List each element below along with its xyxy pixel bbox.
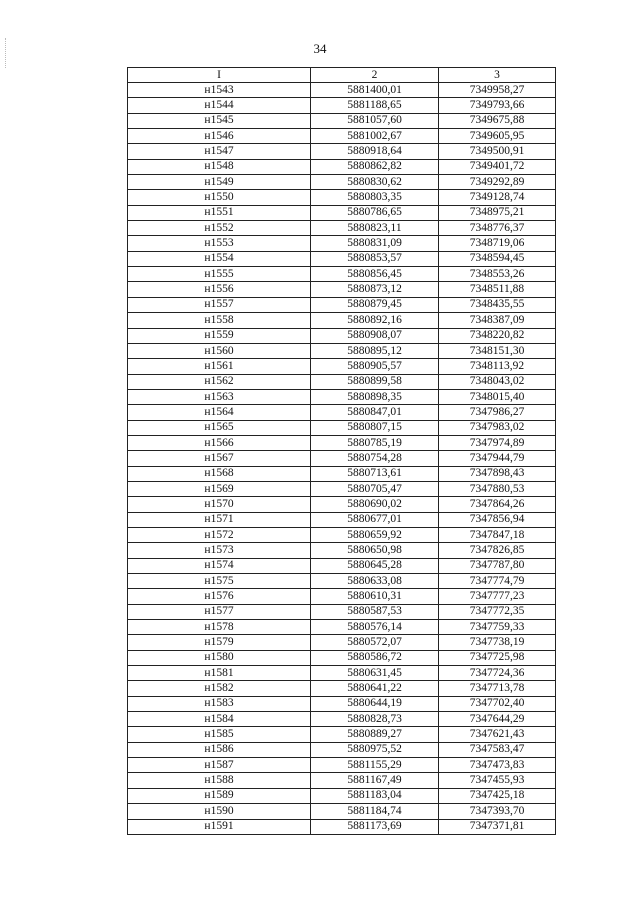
coordinate-x-cell: 5881167,49: [311, 773, 439, 788]
point-id-cell: н1543: [128, 83, 311, 98]
coordinate-y-cell: 7347983,02: [439, 420, 556, 435]
point-id-cell: н1559: [128, 328, 311, 343]
table-row: [128, 113, 556, 128]
point-id-cell: н1560: [128, 343, 311, 358]
coordinate-x-cell: 5881002,67: [311, 129, 439, 144]
coordinate-x-cell: 5881400,01: [311, 83, 439, 98]
table-row: [128, 451, 556, 466]
coordinate-y-cell: 7347583,47: [439, 742, 556, 757]
point-id-cell: н1573: [128, 543, 311, 558]
coordinate-x-cell: 5880690,02: [311, 497, 439, 512]
coordinate-x-cell: 5881057,60: [311, 113, 439, 128]
point-id-cell: н1583: [128, 696, 311, 711]
coordinate-x-cell: 5880873,12: [311, 282, 439, 297]
table-row: [128, 589, 556, 604]
coordinate-x-cell: 5880879,45: [311, 297, 439, 312]
coordinates-table: [127, 67, 556, 835]
coordinate-y-cell: 7347774,79: [439, 574, 556, 589]
table-row: [128, 773, 556, 788]
point-id-cell: н1572: [128, 527, 311, 542]
table-header: [128, 68, 556, 83]
table-row: [128, 205, 556, 220]
point-id-cell: н1550: [128, 190, 311, 205]
coordinate-y-cell: 7348975,21: [439, 205, 556, 220]
table-row: [128, 251, 556, 266]
coordinate-y-cell: 7347713,78: [439, 681, 556, 696]
coordinate-x-cell: 5880847,01: [311, 405, 439, 420]
coordinate-x-cell: 5880587,53: [311, 604, 439, 619]
table-row: [128, 497, 556, 512]
coordinate-x-cell: 5880705,47: [311, 481, 439, 496]
point-id-cell: н1586: [128, 742, 311, 757]
coordinate-y-cell: 7347898,43: [439, 466, 556, 481]
point-id-cell: н1549: [128, 175, 311, 190]
point-id-cell: н1555: [128, 267, 311, 282]
point-id-cell: н1556: [128, 282, 311, 297]
coordinate-y-cell: 7347621,43: [439, 727, 556, 742]
table-row: [128, 666, 556, 681]
point-id-cell: н1562: [128, 374, 311, 389]
coordinate-y-cell: 7347974,89: [439, 435, 556, 450]
table-row: [128, 374, 556, 389]
coordinate-y-cell: 7347847,18: [439, 527, 556, 542]
coordinate-y-cell: 7348151,30: [439, 343, 556, 358]
coordinate-x-cell: 5880899,58: [311, 374, 439, 389]
coordinate-y-cell: 7349292,89: [439, 175, 556, 190]
coordinate-y-cell: 7347864,26: [439, 497, 556, 512]
coordinate-y-cell: 7349401,72: [439, 159, 556, 174]
coordinate-y-cell: 7347725,98: [439, 650, 556, 665]
point-id-cell: н1548: [128, 159, 311, 174]
point-id-cell: н1588: [128, 773, 311, 788]
coordinate-y-cell: 7348015,40: [439, 389, 556, 404]
point-id-cell: н1568: [128, 466, 311, 481]
coordinate-x-cell: 5880650,98: [311, 543, 439, 558]
table-row: [128, 758, 556, 773]
table-row: [128, 620, 556, 635]
point-id-cell: н1571: [128, 512, 311, 527]
point-id-cell: н1545: [128, 113, 311, 128]
point-id-cell: н1574: [128, 558, 311, 573]
point-id-cell: н1564: [128, 405, 311, 420]
table-row: [128, 788, 556, 803]
table-row: [128, 190, 556, 205]
coordinate-y-cell: 7349958,27: [439, 83, 556, 98]
coordinate-y-cell: 7348511,88: [439, 282, 556, 297]
table-row: [128, 696, 556, 711]
coordinate-x-cell: 5880641,22: [311, 681, 439, 696]
point-id-cell: н1575: [128, 574, 311, 589]
coordinate-x-cell: 5880785,19: [311, 435, 439, 450]
coordinate-y-cell: 7347787,80: [439, 558, 556, 573]
coordinate-x-cell: 5880631,45: [311, 666, 439, 681]
coordinate-y-cell: 7347856,94: [439, 512, 556, 527]
coordinate-y-cell: 7349128,74: [439, 190, 556, 205]
coordinate-y-cell: 7347371,81: [439, 819, 556, 834]
coordinate-y-cell: 7348719,06: [439, 236, 556, 251]
table-row: [128, 819, 556, 834]
table-row: [128, 512, 556, 527]
table-row: [128, 83, 556, 98]
point-id-cell: н1569: [128, 481, 311, 496]
point-id-cell: н1581: [128, 666, 311, 681]
coordinate-x-cell: 5880889,27: [311, 727, 439, 742]
coordinate-x-cell: 5880807,15: [311, 420, 439, 435]
coordinate-x-cell: 5881184,74: [311, 804, 439, 819]
point-id-cell: н1567: [128, 451, 311, 466]
coordinate-x-cell: 5880803,35: [311, 190, 439, 205]
table-row: [128, 466, 556, 481]
coordinate-y-cell: 7348594,45: [439, 251, 556, 266]
point-id-cell: н1579: [128, 635, 311, 650]
table-row: [128, 742, 556, 757]
table-row: [128, 635, 556, 650]
point-id-cell: н1561: [128, 359, 311, 374]
coordinate-x-cell: 5880828,73: [311, 712, 439, 727]
table-row: [128, 175, 556, 190]
point-id-cell: н1578: [128, 620, 311, 635]
table-row: [128, 420, 556, 435]
table-row: [128, 221, 556, 236]
coordinate-y-cell: 7347702,40: [439, 696, 556, 711]
coordinate-x-cell: 5880786,65: [311, 205, 439, 220]
table-row: [128, 558, 556, 573]
header-col-2: 2: [311, 68, 439, 83]
coordinate-y-cell: 7348435,55: [439, 297, 556, 312]
coordinate-x-cell: 5880633,08: [311, 574, 439, 589]
table-row: [128, 282, 556, 297]
coordinate-x-cell: 5881188,65: [311, 98, 439, 113]
coordinate-x-cell: 5880586,72: [311, 650, 439, 665]
table-row: [128, 804, 556, 819]
coordinate-y-cell: 7347644,29: [439, 712, 556, 727]
table-row: [128, 129, 556, 144]
coordinate-y-cell: 7347724,36: [439, 666, 556, 681]
coordinate-y-cell: 7347759,33: [439, 620, 556, 635]
coordinate-x-cell: 5881173,69: [311, 819, 439, 834]
coordinate-y-cell: 7348776,37: [439, 221, 556, 236]
coordinate-y-cell: 7347425,18: [439, 788, 556, 803]
point-id-cell: н1591: [128, 819, 311, 834]
coordinate-x-cell: 5880862,82: [311, 159, 439, 174]
point-id-cell: н1546: [128, 129, 311, 144]
point-id-cell: н1589: [128, 788, 311, 803]
coordinate-y-cell: 7348113,92: [439, 359, 556, 374]
coordinate-y-cell: 7347738,19: [439, 635, 556, 650]
table-body: [128, 83, 556, 835]
coordinate-x-cell: 5880895,12: [311, 343, 439, 358]
table-row: [128, 359, 556, 374]
coordinate-y-cell: 7347393,70: [439, 804, 556, 819]
coordinate-x-cell: 5880659,92: [311, 527, 439, 542]
table-row: [128, 144, 556, 159]
coordinate-y-cell: 7347455,93: [439, 773, 556, 788]
table-row: [128, 712, 556, 727]
table-row: [128, 405, 556, 420]
coordinate-x-cell: 5880645,28: [311, 558, 439, 573]
coordinate-y-cell: 7348220,82: [439, 328, 556, 343]
table-row: [128, 604, 556, 619]
coordinate-x-cell: 5880905,57: [311, 359, 439, 374]
coordinate-y-cell: 7347473,83: [439, 758, 556, 773]
table-row: [128, 574, 556, 589]
table-row: [128, 727, 556, 742]
coordinate-x-cell: 5880713,61: [311, 466, 439, 481]
table-row: [128, 313, 556, 328]
coordinate-x-cell: 5880576,14: [311, 620, 439, 635]
header-col-1: I: [128, 68, 311, 83]
coordinate-x-cell: 5880975,52: [311, 742, 439, 757]
coordinate-y-cell: 7349675,88: [439, 113, 556, 128]
table-row: [128, 481, 556, 496]
coordinate-y-cell: 7347986,27: [439, 405, 556, 420]
point-id-cell: н1557: [128, 297, 311, 312]
page-number: 34: [313, 41, 327, 56]
table-row: [128, 98, 556, 113]
point-id-cell: н1558: [128, 313, 311, 328]
point-id-cell: н1565: [128, 420, 311, 435]
table-row: [128, 343, 556, 358]
point-id-cell: н1544: [128, 98, 311, 113]
point-id-cell: н1553: [128, 236, 311, 251]
coordinate-x-cell: 5880918,64: [311, 144, 439, 159]
table-row: [128, 297, 556, 312]
point-id-cell: н1547: [128, 144, 311, 159]
coordinate-y-cell: 7348553,26: [439, 267, 556, 282]
coordinate-x-cell: 5880908,07: [311, 328, 439, 343]
point-id-cell: н1580: [128, 650, 311, 665]
coordinate-x-cell: 5880831,09: [311, 236, 439, 251]
coordinate-y-cell: 7348387,09: [439, 313, 556, 328]
coordinate-x-cell: 5881155,29: [311, 758, 439, 773]
table-row: [128, 527, 556, 542]
coordinate-y-cell: 7349793,66: [439, 98, 556, 113]
coordinate-x-cell: 5880610,31: [311, 589, 439, 604]
point-id-cell: н1552: [128, 221, 311, 236]
point-id-cell: н1563: [128, 389, 311, 404]
coordinate-x-cell: 5880853,57: [311, 251, 439, 266]
coordinate-y-cell: 7348043,02: [439, 374, 556, 389]
coordinate-y-cell: 7347880,53: [439, 481, 556, 496]
table-row: [128, 543, 556, 558]
table-row: [128, 159, 556, 174]
point-id-cell: н1566: [128, 435, 311, 450]
point-id-cell: н1554: [128, 251, 311, 266]
coordinate-y-cell: 7347826,85: [439, 543, 556, 558]
coordinate-x-cell: 5880677,01: [311, 512, 439, 527]
coordinate-y-cell: 7347772,35: [439, 604, 556, 619]
coordinate-x-cell: 5880572,07: [311, 635, 439, 650]
header-col-3: 3: [439, 68, 556, 83]
table-row: [128, 267, 556, 282]
point-id-cell: н1551: [128, 205, 311, 220]
coordinate-x-cell: 5881183,04: [311, 788, 439, 803]
table-row: [128, 328, 556, 343]
point-id-cell: н1577: [128, 604, 311, 619]
point-id-cell: н1585: [128, 727, 311, 742]
table-row: [128, 435, 556, 450]
coordinate-y-cell: 7347944,79: [439, 451, 556, 466]
table-row: [128, 681, 556, 696]
coordinate-y-cell: 7349500,91: [439, 144, 556, 159]
coordinate-x-cell: 5880898,35: [311, 389, 439, 404]
table-row: [128, 389, 556, 404]
header-row: [128, 68, 556, 83]
point-id-cell: н1587: [128, 758, 311, 773]
coordinate-x-cell: 5880644,19: [311, 696, 439, 711]
coordinate-y-cell: 7347777,23: [439, 589, 556, 604]
point-id-cell: н1582: [128, 681, 311, 696]
coordinate-x-cell: 5880892,16: [311, 313, 439, 328]
point-id-cell: н1570: [128, 497, 311, 512]
coordinate-x-cell: 5880754,28: [311, 451, 439, 466]
point-id-cell: н1584: [128, 712, 311, 727]
table-row: [128, 236, 556, 251]
coordinate-x-cell: 5880830,62: [311, 175, 439, 190]
coordinate-y-cell: 7349605,95: [439, 129, 556, 144]
point-id-cell: н1576: [128, 589, 311, 604]
coordinate-x-cell: 5880823,11: [311, 221, 439, 236]
coordinate-x-cell: 5880856,45: [311, 267, 439, 282]
table-row: [128, 650, 556, 665]
point-id-cell: н1590: [128, 804, 311, 819]
